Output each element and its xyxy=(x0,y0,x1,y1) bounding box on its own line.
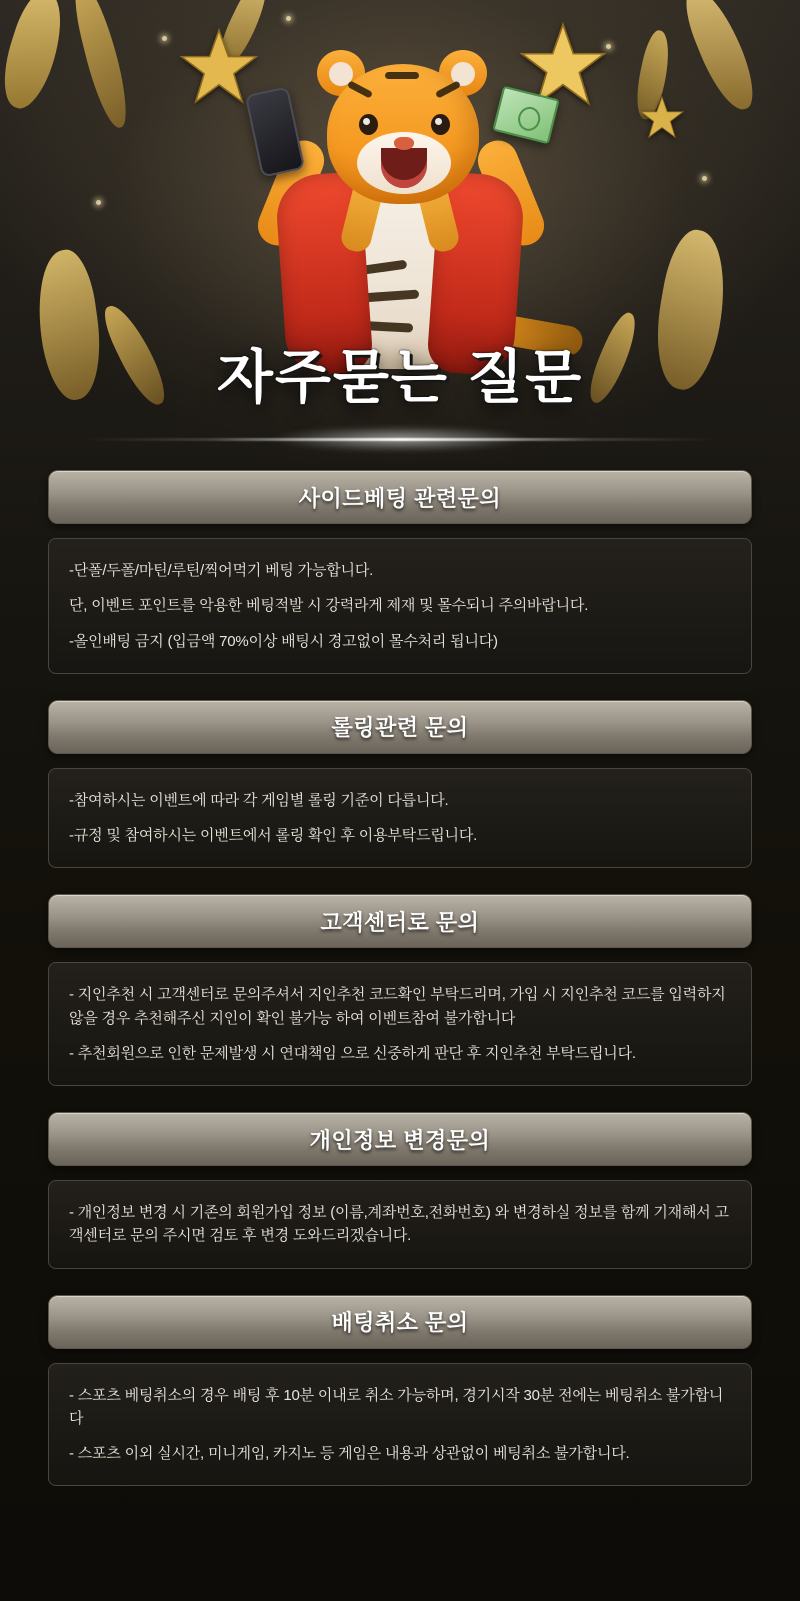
mascot-stripe xyxy=(385,72,419,79)
faq-line: -참여하시는 이벤트에 따라 각 게임별 롤링 기준이 다릅니다. xyxy=(69,791,449,809)
sparkle-icon xyxy=(286,16,291,21)
faq-header-label: 사이드베팅 관련문의 xyxy=(298,485,502,511)
faq-line: 단, 이벤트 포인트를 악용한 베팅적발 시 강력라게 제재 및 몰수되니 주의바랍니다. xyxy=(69,597,589,615)
page-title: 자주묻는 질문 xyxy=(216,345,584,410)
mascot-eye-right xyxy=(431,114,450,135)
smartphone-icon xyxy=(245,86,306,177)
faq-header-label: 롤링관련 문의 xyxy=(331,715,469,741)
faq-body xyxy=(48,768,752,869)
faq-item xyxy=(48,700,752,869)
faq-item xyxy=(48,1295,752,1487)
faq-body xyxy=(48,962,752,1086)
faq-header-customer-center[interactable] xyxy=(48,894,752,948)
mascot-nose xyxy=(394,137,414,150)
hero-banner xyxy=(0,0,800,470)
faq-line: - 스포츠 베팅취소의 경우 배팅 후 10분 이내로 취소 가능하며, 경기시작 30분 전에는 베팅취소 불가합니다 xyxy=(69,1386,724,1427)
title-divider xyxy=(80,438,720,441)
mascot-eye-left xyxy=(359,114,378,135)
faq-list xyxy=(48,470,752,1512)
sparkle-icon xyxy=(96,200,101,205)
page-title-wrap xyxy=(0,330,800,414)
faq-line: - 추천회원으로 인한 문제발생 시 연대책임 으로 신중하게 판단 후 지인추천 부탁드립니다. xyxy=(69,1044,636,1062)
faq-header-label: 배팅취소 문의 xyxy=(331,1310,469,1335)
faq-body xyxy=(48,1180,752,1269)
faq-line: -단폴/두폴/마틴/루틴/찍어먹기 베팅 가능합니다. xyxy=(69,562,374,579)
faq-header-personal-info[interactable] xyxy=(48,1112,752,1166)
faq-line: -올인배팅 금지 (입금액 70%이상 배팅시 경고없이 몰수처리 됩니다) xyxy=(69,632,498,650)
sparkle-icon xyxy=(162,36,167,41)
cash-bills-icon xyxy=(492,86,559,145)
faq-line: - 지인추천 시 고객센터로 문의주셔서 지인추천 코드확인 부탁드리며, 가입 시 지인추천 코드를 입력하지 않을 경우 추천해주신 지인이 확인 불가능 하여 이벤트참여 불가합니다 xyxy=(69,986,726,1027)
faq-body xyxy=(48,538,752,674)
faq-item xyxy=(48,894,752,1086)
faq-header-rolling[interactable] xyxy=(48,700,752,754)
faq-header-bet-cancel[interactable] xyxy=(48,1295,752,1349)
faq-body xyxy=(48,1363,752,1487)
faq-header-label: 개인정보 변경문의 xyxy=(309,1127,491,1153)
gold-ribbon-icon xyxy=(0,0,73,114)
gold-ribbon-icon xyxy=(677,0,763,117)
sparkle-icon xyxy=(606,44,611,49)
sparkle-icon xyxy=(702,176,707,181)
faq-header-side-betting[interactable] xyxy=(48,470,752,524)
faq-item xyxy=(48,470,752,674)
faq-line: - 개인정보 변경 시 기존의 회원가입 정보 (이름,계좌번호,전화번호) 와 변경하실 정보를 함께 기재해서 고객센터로 문의 주시면 검토 후 변경 도와드리겠습니다. xyxy=(69,1204,729,1245)
faq-header-label: 고객센터로 문의 xyxy=(320,909,480,935)
faq-line: -규정 및 참여하시는 이벤트에서 롤링 확인 후 이용부탁드립니다. xyxy=(69,827,478,844)
faq-line: - 스포츠 이외 실시간, 미니게임, 카지노 등 게임은 내용과 상관없이 베팅취소 불가합니다. xyxy=(69,1445,630,1462)
faq-item xyxy=(48,1112,752,1269)
gold-ribbon-icon xyxy=(68,0,133,131)
